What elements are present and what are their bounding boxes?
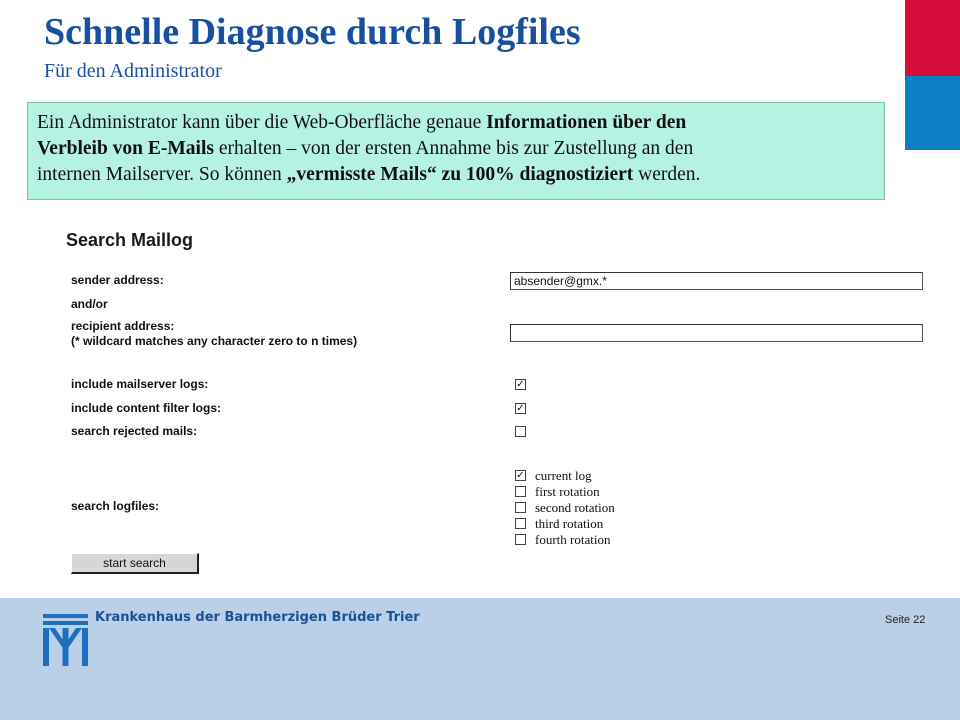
logfile-option-label: first rotation (535, 484, 600, 499)
logfile-checkbox-first[interactable] (515, 486, 526, 497)
logfile-option-label: second rotation (535, 500, 615, 515)
wildcard-hint: (* wildcard matches any character zero to n times) (71, 334, 358, 348)
and-or-label: and/or (71, 297, 108, 311)
info-line-1 (37, 110, 884, 136)
logfile-checkbox-second[interactable] (515, 502, 526, 513)
logfile-checkbox-current[interactable]: ✓ (516, 470, 525, 481)
info-line-3 (37, 162, 884, 188)
mailserver-logs-checkbox[interactable]: ✓ (516, 379, 525, 390)
footer-bar (0, 598, 960, 720)
rejected-mails-label: search rejected mails: (71, 424, 198, 438)
start-search-button[interactable]: start search (71, 553, 199, 574)
accent-bar-blue (905, 76, 960, 150)
info-text: erhalten – von der ersten Annahme bis zur Zustellung an den (213, 138, 694, 159)
slide-title: Schnelle Diagnose durch Logfiles (44, 11, 581, 53)
rejected-mails-checkbox[interactable] (515, 426, 526, 437)
search-logfiles-label: search logfiles: (71, 499, 160, 513)
info-text: werden. (633, 164, 701, 185)
info-line-2 (37, 136, 884, 162)
hospital-logo-icon (43, 614, 88, 666)
info-bold-text: „vermisste Mails“ zu 100% diagnostiziert (286, 164, 634, 185)
sender-address-label: sender address: (71, 273, 164, 287)
sender-address-input[interactable] (510, 272, 923, 290)
info-text: Ein Administrator kann über die Web-Oberfläche genaue (37, 112, 487, 133)
info-bold-text: Verbleib von E-Mails (37, 138, 214, 159)
mailserver-logs-label: include mailserver logs: (71, 377, 209, 391)
info-text: internen Mailserver. So können (37, 164, 287, 185)
hospital-name: Krankenhaus der Barmherzigen Brüder Trier (95, 610, 420, 625)
recipient-address-label: recipient address: (71, 319, 175, 333)
info-bold-text: Informationen über den (486, 112, 687, 133)
accent-bar-red (905, 0, 960, 76)
content-filter-logs-checkbox[interactable]: ✓ (516, 403, 525, 414)
logfile-checkbox-fourth[interactable] (515, 534, 526, 545)
logfile-option-label: fourth rotation (535, 532, 611, 547)
slide-subtitle: Für den Administrator (44, 60, 222, 82)
info-box (27, 102, 885, 200)
recipient-address-input[interactable] (510, 324, 923, 342)
content-filter-logs-label: include content filter logs: (71, 401, 222, 415)
logfile-option-label: current log (535, 468, 592, 483)
form-heading: Search Maillog (66, 230, 194, 250)
logfile-checkbox-third[interactable] (515, 518, 526, 529)
logfile-option-label: third rotation (535, 516, 604, 531)
page-number: Seite 22 (885, 614, 926, 626)
